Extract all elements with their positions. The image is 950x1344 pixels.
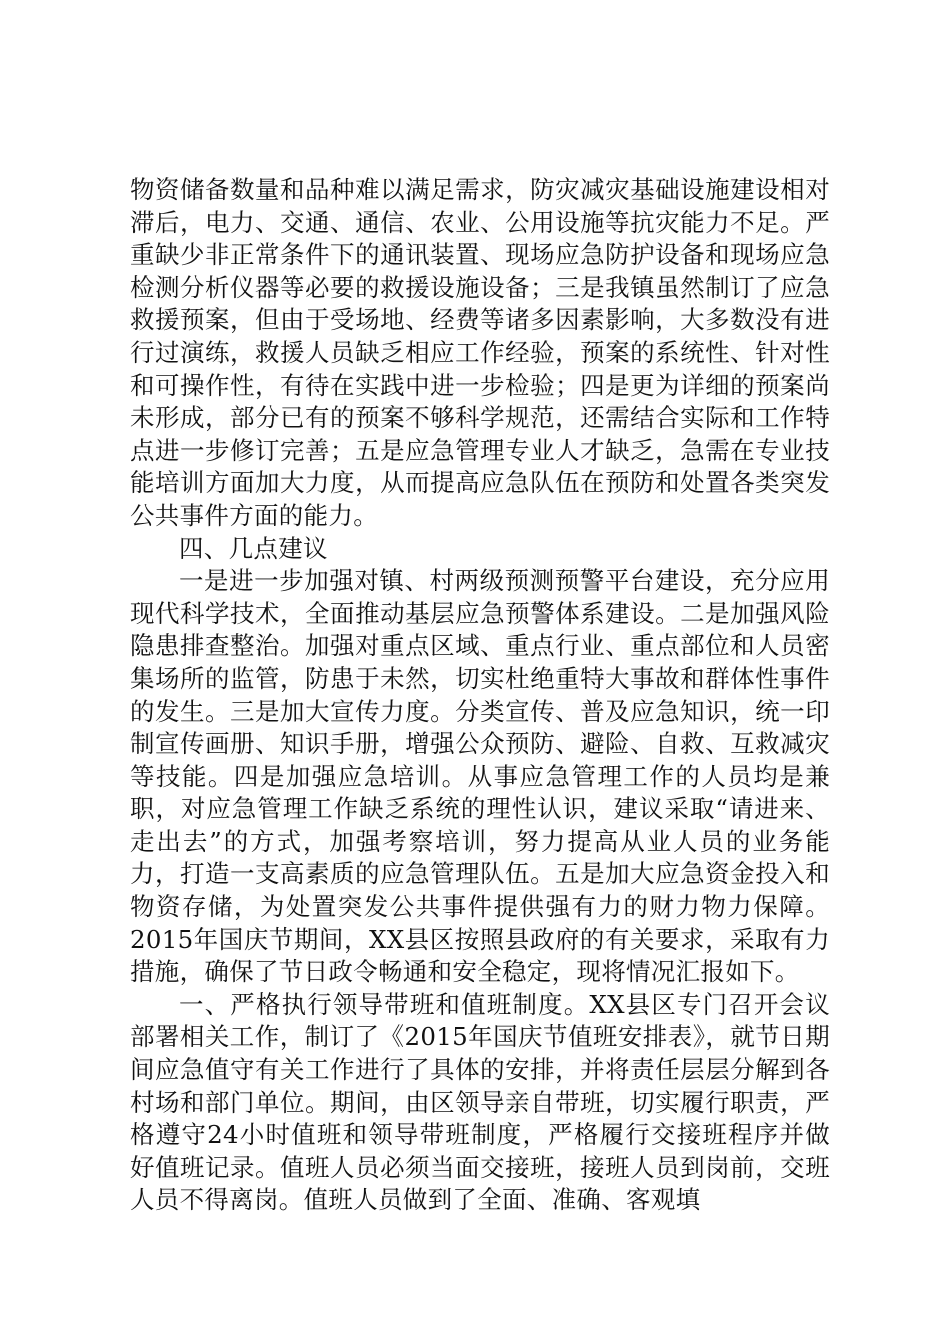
- document-body: [130, 174, 830, 1217]
- paragraph-duty-system: 一、严格执行领导带班和值班制度。XX县区专门召开会议部署相关工作，制订了《2015年国庆节值班安排表》，就节日期间应急值守有关工作进行了具体的安排，并将责任层层分解到各村场和部门单位。期间，由区领导亲自带班，切实履行职责，严格遵守24小时值班和领导带班制度，严格履行交接班程序并做好值班记录。值班人员必须当面交接班，接班人员到岗前，交班人员不得离岗。值班人员做到了全面、准确、客观填: [130, 989, 830, 1215]
- paragraph-shortcomings-continued: 物资储备数量和品种难以满足需求，防灾减灾基础设施建设相对滞后，电力、交通、通信、农业、公用设施等抗灾能力不足。严重缺少非正常条件下的通讯装置、现场应急防护设备和现场应急检测分析仪器等必要的救援设施设备；三是我镇虽然制订了应急救援预案，但由于受场地、经费等诸多因素影响，大多数没有进行过演练，救援人员缺乏相应工作经验，预案的系统性、针对性和可操作性，有待在实践中进一步检验；四是更为详细的预案尚未形成，部分已有的预案不够科学规范，还需结合实际和工作特点进一步修订完善；五是应急管理专业人才缺乏，急需在专业技能培训方面加大力度，从而提高应急队伍在预防和处置各类突发公共事件方面的能力。: [130, 175, 830, 530]
- paragraph-suggestions: 一是进一步加强对镇、村两级预测预警平台建设，充分应用现代科学技术，全面推动基层应急预警体系建设。二是加强风险隐患排查整治。加强对重点区域、重点行业、重点部位和人员密集场所的监管，防患于未然，切实杜绝重特大事故和群体性事件的发生。三是加大宣传力度。分类宣传、普及应急知识，统一印制宣传画册、知识手册，增强公众预防、避险、自救、互救减灾等技能。四是加强应急培训。从事应急管理工作的人员均是兼职，对应急管理工作缺乏系统的理性认识，建议采取“请进来、走出去”的方式，加强考察培训，努力提高从业人员的业务能力，打造一支高素质的应急管理队伍。五是加大应急资金投入和物资存储，为处置突发公共事件提供强有力的财力物力保障。2015年国庆节期间，XX县区按照县政府的有关要求，采取有力措施，确保了节日政令畅通和安全稳定，现将情况汇报如下。: [130, 566, 830, 987]
- section-heading-suggestions: 四、几点建议: [179, 533, 328, 563]
